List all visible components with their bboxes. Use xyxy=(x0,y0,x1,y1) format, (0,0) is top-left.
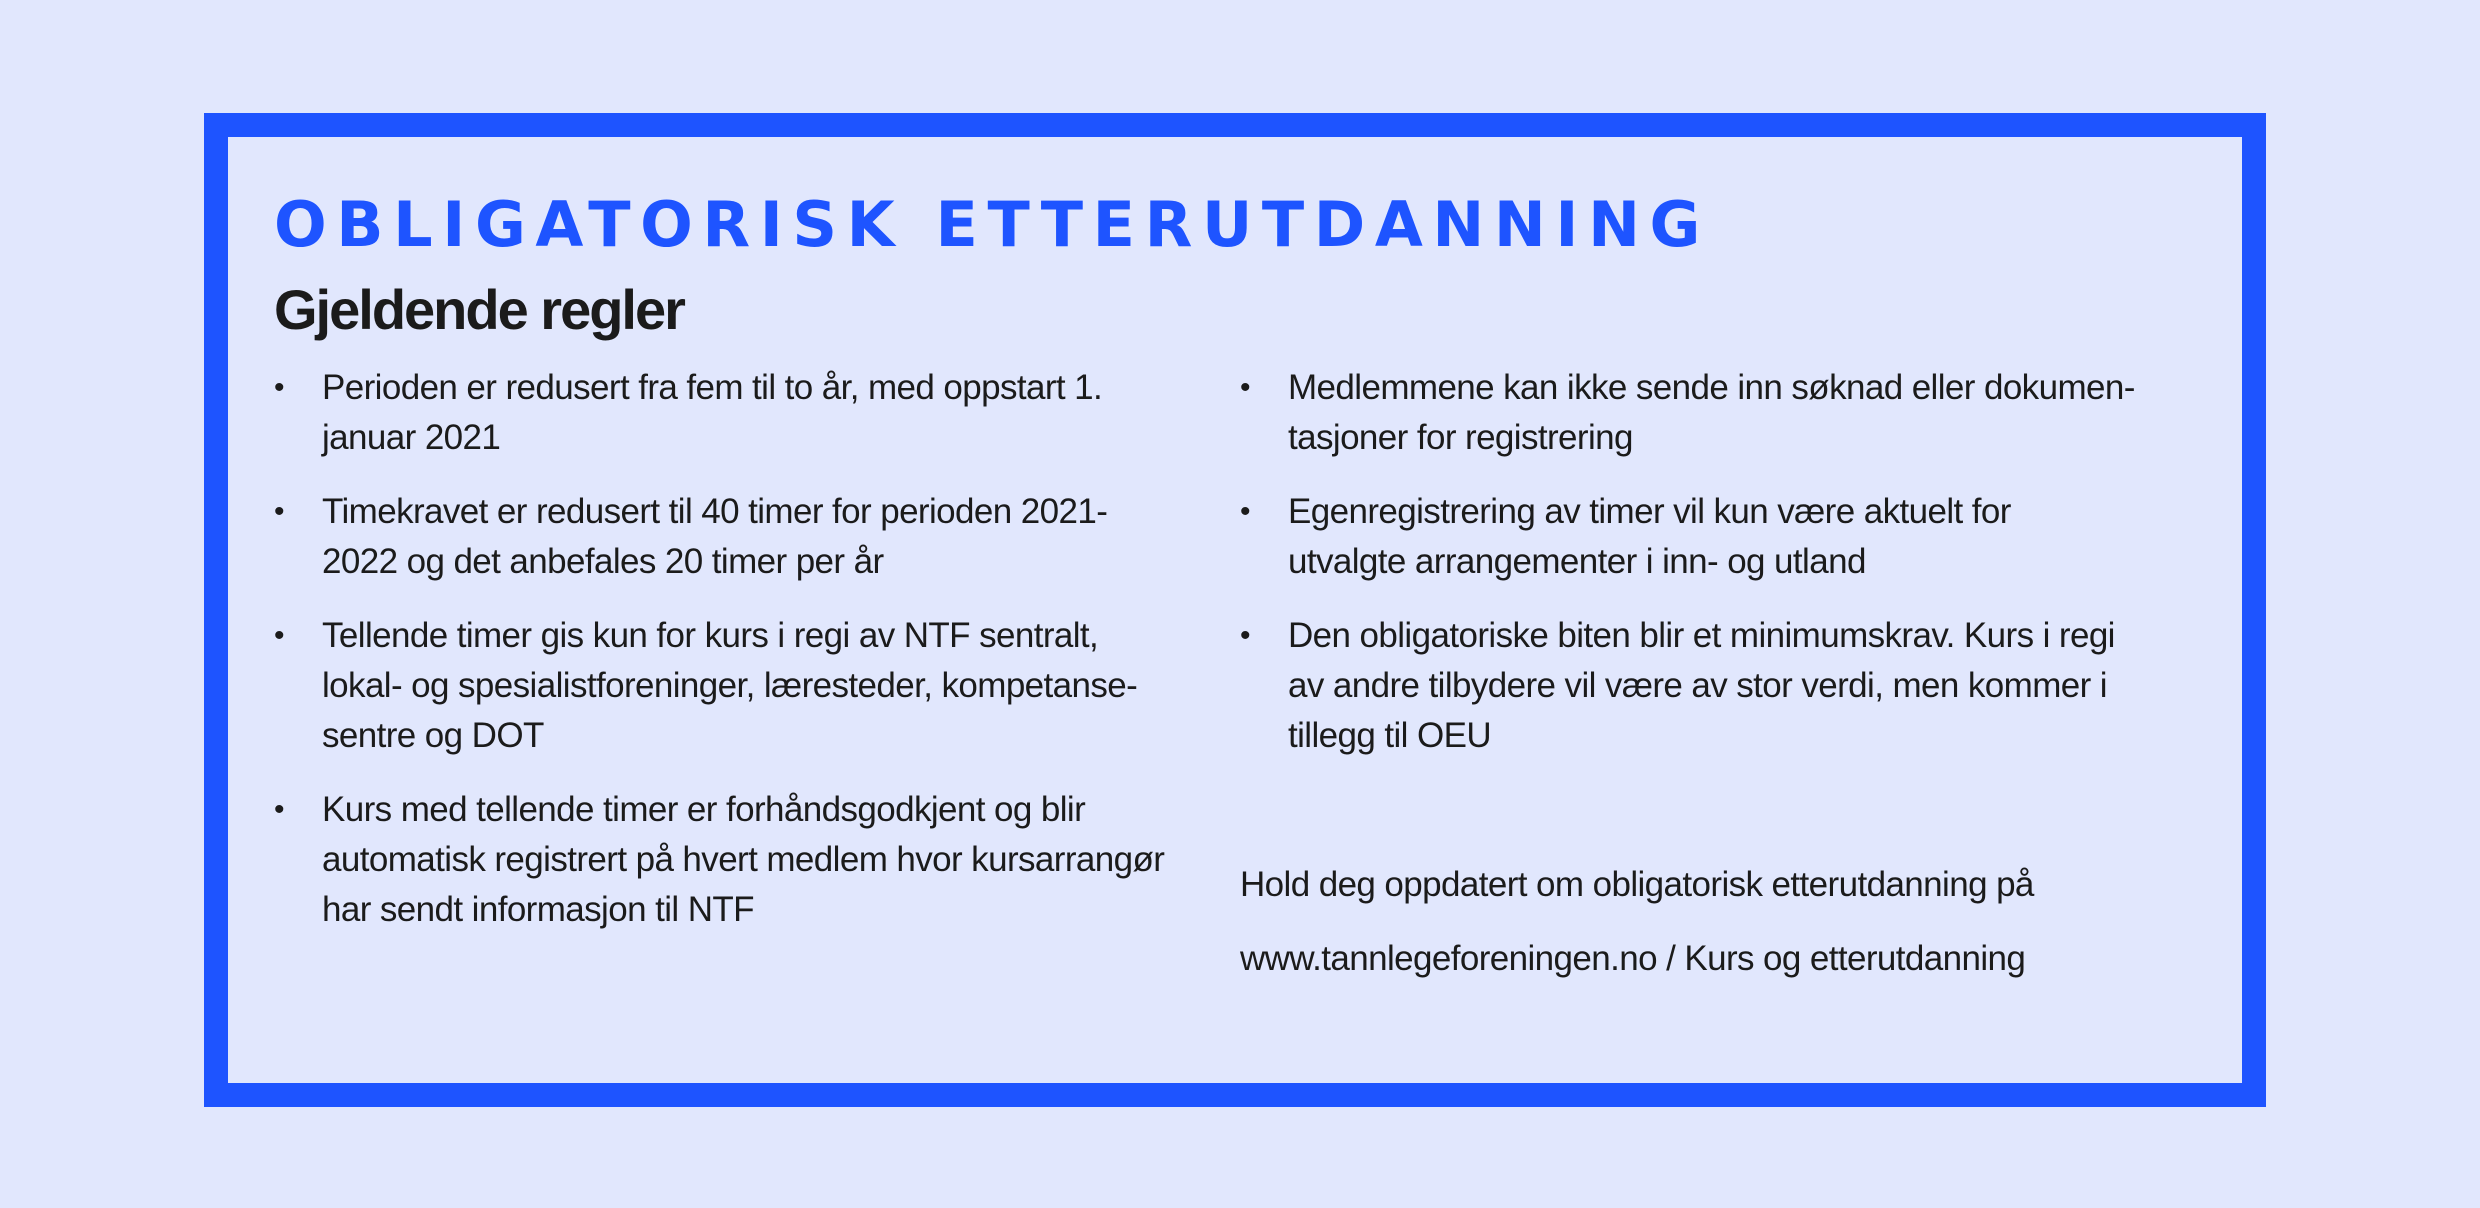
list-item-text-line: Timekravet er redusert til 40 timer for perioden 2021- xyxy=(322,492,1108,531)
list-item-text-line: sentre og DOT xyxy=(322,716,544,755)
list-item-text-line: 2022 og det anbefales 20 timer per år xyxy=(322,542,884,581)
list-item-text-line: Den obligatoriske biten blir et minimumskrav. Kurs i regi xyxy=(1288,616,2115,655)
list-item-text-line: lokal- og spesialistforeninger, læresteder, kompetanse- xyxy=(322,666,1138,705)
list-item xyxy=(274,487,1234,587)
bullet-icon: • xyxy=(1240,371,1250,404)
footer-text: Hold deg oppdatert om obligatorisk etterutdanning på xyxy=(1240,865,2034,904)
list-item-text-line: automatisk registrert på hvert medlem hvor kursarrangør xyxy=(322,840,1165,879)
list-item-text-line: av andre tilbydere vil være av stor verdi, men kommer i xyxy=(1288,666,2107,705)
list-item-text-line: Egenregistrering av timer vil kun være aktuelt for xyxy=(1288,492,2011,531)
list-item-text-line: har sendt informasjon til NTF xyxy=(322,890,754,929)
list-item xyxy=(1240,363,2200,463)
bullet-icon: • xyxy=(274,371,284,404)
bullet-icon: • xyxy=(1240,495,1250,528)
list-item-text-line: Tellende timer gis kun for kurs i regi av NTF sentralt, xyxy=(322,616,1099,655)
list-item-text-line: Kurs med tellende timer er forhåndsgodkjent og blir xyxy=(322,790,1086,829)
list-item xyxy=(274,611,1234,761)
bullet-icon: • xyxy=(1240,619,1250,652)
list-item xyxy=(1240,487,2200,587)
list-item-text-line: Medlemmene kan ikke sende inn søknad eller dokumen- xyxy=(1288,368,2135,407)
bullet-icon: • xyxy=(274,495,284,528)
page-title: OBLIGATORISK ETTERUTDANNING xyxy=(274,188,1711,261)
list-item xyxy=(274,363,1234,463)
list-item-text-line: tillegg til OEU xyxy=(1288,716,1492,755)
list-item xyxy=(1240,611,2200,761)
list-item-text-line: utvalgte arrangementer i inn- og utland xyxy=(1288,542,1866,581)
rules-list-left xyxy=(274,363,1234,959)
footer-link-text: www.tannlegeforeningen.no / Kurs og etterutdanning xyxy=(1240,939,2026,978)
list-item-text-line: januar 2021 xyxy=(322,418,501,457)
bullet-icon: • xyxy=(274,793,284,826)
list-item xyxy=(274,785,1234,935)
rules-list-right xyxy=(1240,363,2200,785)
list-item-text-line: Perioden er redusert fra fem til to år, med oppstart 1. xyxy=(322,368,1103,407)
list-item-text-line: tasjoner for registrering xyxy=(1288,418,1633,457)
section-subtitle: Gjeldende regler xyxy=(274,278,684,341)
bullet-icon: • xyxy=(274,619,284,652)
